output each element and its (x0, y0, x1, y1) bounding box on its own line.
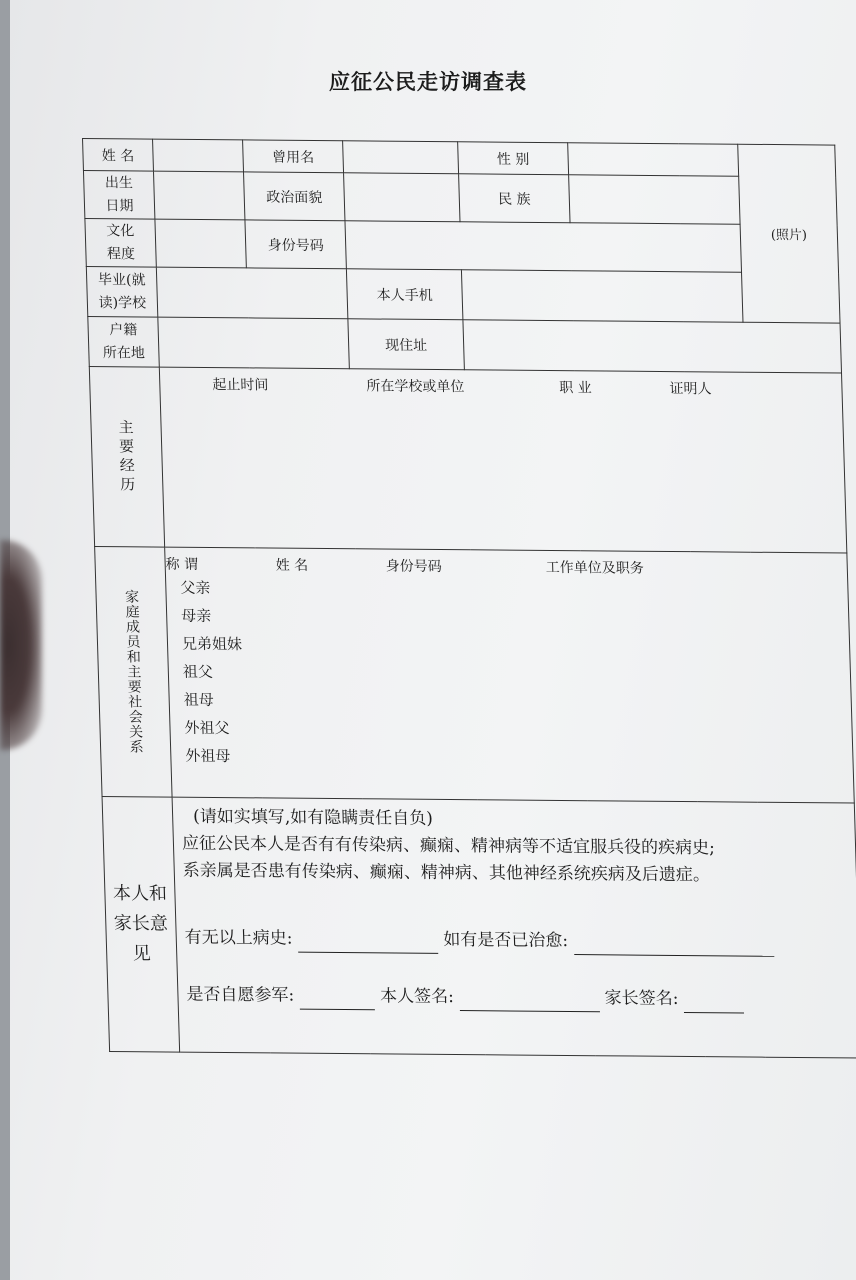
relation-grandfather: 祖父 (182, 662, 214, 681)
label-parent-signature: 家长签名: (604, 988, 679, 1009)
label-ethnicity: 民 族 (459, 174, 570, 223)
label-political-status: 政治面貌 (244, 172, 345, 221)
header-school-unit: 所在学校或单位 (366, 378, 465, 396)
relation-mother: 母亲 (180, 606, 212, 625)
history-line (184, 925, 856, 958)
label-mobile: 本人手机 (346, 269, 463, 320)
photo-box[interactable]: (照片) (738, 144, 840, 323)
document-title: 应征公民走访调查表 (329, 69, 527, 94)
input-education[interactable] (155, 219, 246, 268)
input-self-signature[interactable] (459, 992, 600, 1012)
input-school[interactable] (156, 267, 348, 319)
relation-maternal-grandfather: 外祖父 (184, 718, 230, 738)
signature-line (186, 982, 856, 1015)
label-school: 毕业(就 读)学校 (86, 266, 158, 317)
input-gender[interactable] (568, 143, 739, 176)
label-experience: 主要经历 (89, 366, 164, 547)
label-education: 文化 程度 (85, 219, 156, 268)
disease-question-family: 系亲属是否患有传染病、癫痫、精神病、其他神经系统疾病及后遗症。 (182, 860, 711, 886)
relation-grandmother: 祖母 (183, 690, 214, 709)
label-former-name: 曾用名 (243, 140, 344, 173)
input-id-number[interactable] (345, 221, 742, 272)
label-gender: 性 别 (458, 142, 569, 175)
label-volunteer: 是否自愿参军: (186, 984, 295, 1006)
disease-question-self: 应征公民本人是否有有传染病、癫痫、精神病等不适宜服兵役的疾病史; (181, 833, 716, 859)
label-current-address: 现住址 (348, 319, 465, 370)
label-family: 家庭成员和主要社会关系 (95, 546, 172, 797)
experience-area[interactable] (159, 367, 847, 553)
input-parent-signature[interactable] (684, 994, 745, 1014)
relation-siblings: 兄弟姐妹 (181, 634, 243, 654)
relation-father: 父亲 (180, 578, 211, 597)
label-household-reg: 户籍 所在地 (88, 316, 160, 367)
input-political-status[interactable] (344, 173, 460, 222)
opinion-content (173, 798, 856, 1015)
input-volunteer[interactable] (299, 991, 375, 1011)
input-birth-date[interactable] (153, 171, 244, 220)
experience-header (160, 368, 842, 400)
label-cured: 如有是否已治愈: (443, 929, 569, 952)
family-area[interactable] (165, 547, 855, 803)
input-household-reg[interactable] (158, 317, 350, 369)
opinion-area (172, 797, 856, 1058)
relation-list (166, 574, 853, 776)
label-id-number: 身份号码 (245, 220, 346, 269)
header-family-name: 姓 名 (275, 557, 309, 574)
label-history: 有无以上病史: (184, 927, 293, 949)
header-witness: 证明人 (669, 381, 712, 398)
input-former-name[interactable] (343, 141, 459, 174)
input-history[interactable] (298, 934, 439, 954)
input-cured[interactable] (573, 936, 774, 957)
label-self-signature: 本人签名: (379, 986, 455, 1007)
thumb-shadow (0, 540, 42, 750)
label-opinion: 本人和 家长意 见 (102, 796, 180, 1052)
input-name[interactable] (153, 139, 244, 172)
label-birth-date: 出生 日期 (83, 171, 154, 220)
header-relation: 称 谓 (165, 556, 199, 573)
label-name: 姓 名 (83, 139, 154, 172)
truthfulness-note: (请如实填写,如有隐瞒责任自负) (192, 806, 434, 829)
survey-form-table (82, 138, 856, 1059)
header-family-id: 身份号码 (385, 558, 442, 576)
header-period: 起止时间 (212, 377, 269, 394)
relation-maternal-grandmother: 外祖母 (185, 746, 231, 766)
input-current-address[interactable] (463, 320, 842, 373)
input-mobile[interactable] (461, 270, 743, 322)
header-occupation: 职 业 (558, 380, 592, 397)
header-work-unit: 工作单位及职务 (545, 559, 645, 577)
input-ethnicity[interactable] (569, 175, 740, 224)
